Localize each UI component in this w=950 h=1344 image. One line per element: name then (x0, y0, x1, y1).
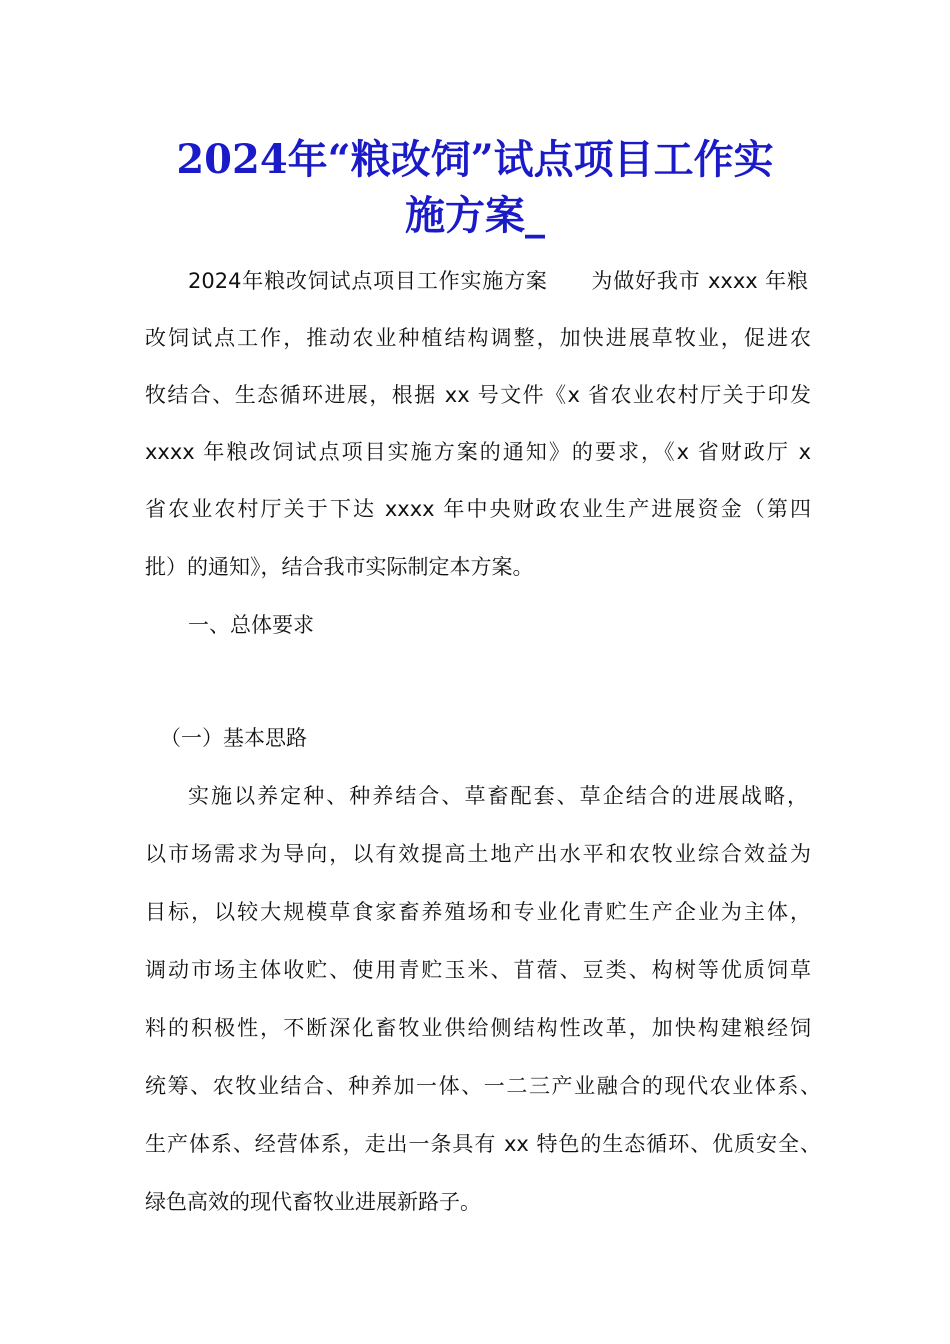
intro-line-1: 2024年粮改饲试点项目工作实施方案 为做好我市 xxxx 年粮 (188, 269, 808, 293)
document-title-line-2: 施方案_ (405, 192, 545, 239)
subsection-heading: （一）基本思路 (160, 726, 307, 750)
body-line-6: 统筹、农牧业结合、种养加一体、一二三产业融合的现代农业体系、 (145, 1074, 821, 1098)
body-line-4: 调动市场主体收贮、使用青贮玉米、苜蓿、豆类、构树等优质饲草 (145, 958, 811, 982)
section-heading: 一、总体要求 (188, 613, 314, 637)
intro-line-6: 批）的通知》，结合我市实际制定本方案。 (145, 555, 534, 579)
body-line-2: 以市场需求为导向，以有效提高土地产出水平和农牧业综合效益为 (145, 842, 811, 866)
body-line-3: 目标，以较大规模草食家畜养殖场和专业化青贮生产企业为主体， (145, 900, 811, 924)
body-line-1: 实施以养定种、种养结合、草畜配套、草企结合的进展战略， (188, 784, 808, 808)
intro-line-4: xxxx 年粮改饲试点项目实施方案的通知》的要求，《x 省财政厅 x (145, 440, 811, 464)
body-line-8: 绿色高效的现代畜牧业进展新路子。 (145, 1190, 481, 1214)
intro-line-3: 牧结合、生态循环进展，根据 xx 号文件《x 省农业农村厅关于印发 (145, 383, 811, 407)
body-line-5: 料的积极性，不断深化畜牧业供给侧结构性改革，加快构建粮经饲 (145, 1016, 811, 1040)
document-title-line-1: 2024年“粮改饲”试点项目工作实 (176, 136, 774, 183)
body-line-7: 生产体系、经营体系，走出一条具有 xx 特色的生态循环、优质安全、 (145, 1132, 821, 1156)
intro-line-5: 省农业农村厅关于下达 xxxx 年中央财政农业生产进展资金（第四 (145, 497, 811, 521)
intro-line-2: 改饲试点工作，推动农业种植结构调整，加快进展草牧业，促进农 (145, 326, 811, 350)
